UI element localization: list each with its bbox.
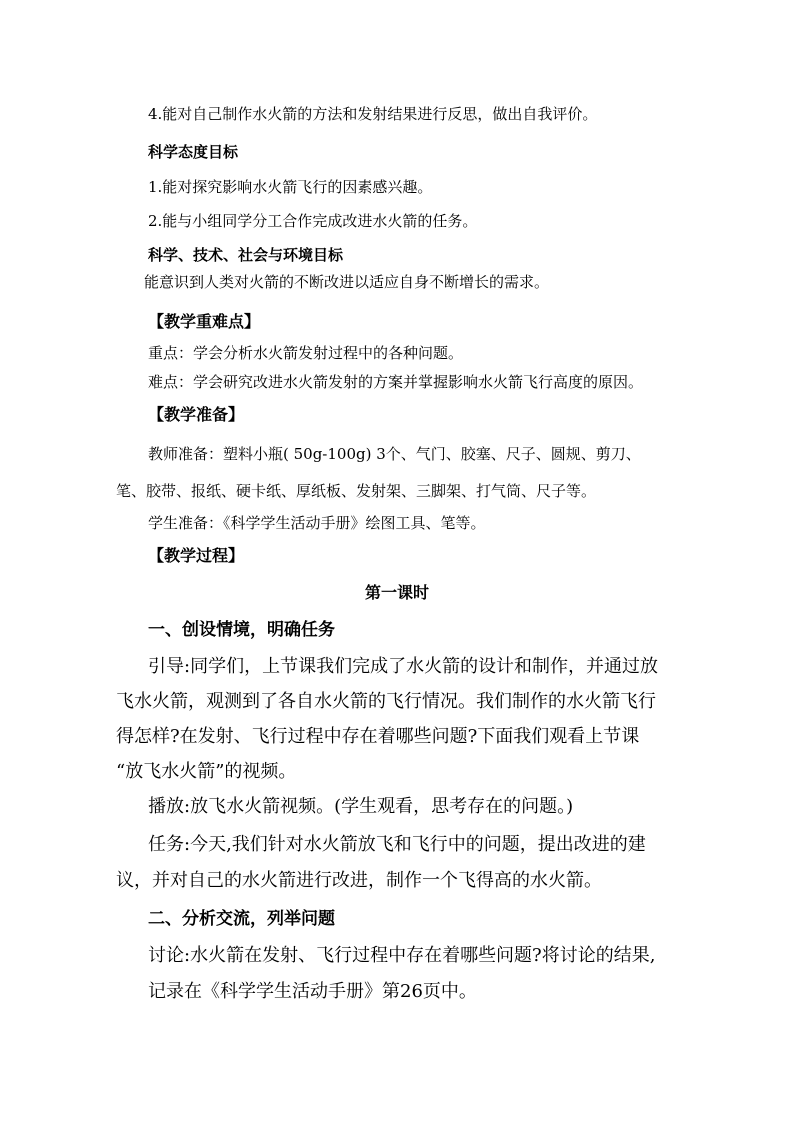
lesson-title: 第一课时 [364, 583, 429, 602]
sts-goals-heading: 科学、技术、社会与环境目标 [148, 246, 344, 264]
key-point-focus: 重点：学会分析水火箭发射过程中的各种问题。 [148, 344, 464, 362]
teacher-preparation-line: 教师准备：塑料小瓶( 50g-100g) 3个、气门、胶塞、尺子、圆规、剪刀、 [148, 445, 641, 463]
paragraph-line: 讨论:水火箭在发射、飞行过程中存在着哪些问题?将讨论的结果, [148, 945, 656, 966]
student-preparation: 学生准备：《科学学生活动手册》绘图工具、笔等。 [148, 514, 486, 532]
paragraph-line: 播放:放飞水火箭视频。(学生观看，思考存在的问题。) [148, 796, 574, 817]
key-point-difficulty: 难点：学会研究改进水火箭发射的方案并掌握影响水火箭飞行高度的原因。 [148, 373, 644, 391]
key-points-heading: 【教学重难点】 [148, 312, 261, 331]
paragraph-line: 引导:同学们，上节课我们完成了水火箭的设计和制作，并通过放 [148, 656, 659, 677]
process-heading: 【教学过程】 [148, 546, 245, 565]
attitude-goals-heading: 科学态度目标 [148, 143, 239, 161]
section-1-heading: 一、创设情境，明确任务 [148, 620, 335, 640]
paragraph-line: 飞水火箭，观测到了各自水火箭的飞行情况。我们制作的水火箭飞行 [116, 691, 656, 712]
preparation-heading: 【教学准备】 [148, 405, 245, 424]
paragraph-line: “放飞水火箭”的视频。 [116, 761, 297, 782]
paragraph-line: 得怎样?在发射、飞行过程中存在着哪些问题?下面我们观看上节课 [116, 726, 640, 747]
sts-goal-text: 能意识到人类对火箭的不断改进以适应自身不断增长的需求。 [144, 273, 550, 291]
attitude-goal-item: 2.能与小组同学分工合作完成改进水火箭的任务。 [148, 212, 478, 230]
section-2-heading: 二、分析交流，列举问题 [148, 909, 335, 929]
paragraph-line: 议，并对自己的水火箭进行改进，制作一个飞得高的水火箭。 [116, 870, 602, 891]
teacher-preparation-line: 笔、胶带、报纸、硬卡纸、厚纸板、发射架、三脚架、打气筒、尺子等。 [116, 482, 597, 500]
paragraph-line: 记录在《科学学生活动手册》第26页中。 [148, 981, 477, 1002]
attitude-goal-item: 1.能对探究影响水火箭飞行的因素感兴趣。 [148, 178, 433, 196]
paragraph-line: 任务:今天,我们针对水火箭放飞和飞行中的问题，提出改进的建 [148, 834, 646, 855]
goal-item-4: 4.能对自己制作水火箭的方法和发射结果进行反思，做出自我评价。 [148, 105, 598, 123]
